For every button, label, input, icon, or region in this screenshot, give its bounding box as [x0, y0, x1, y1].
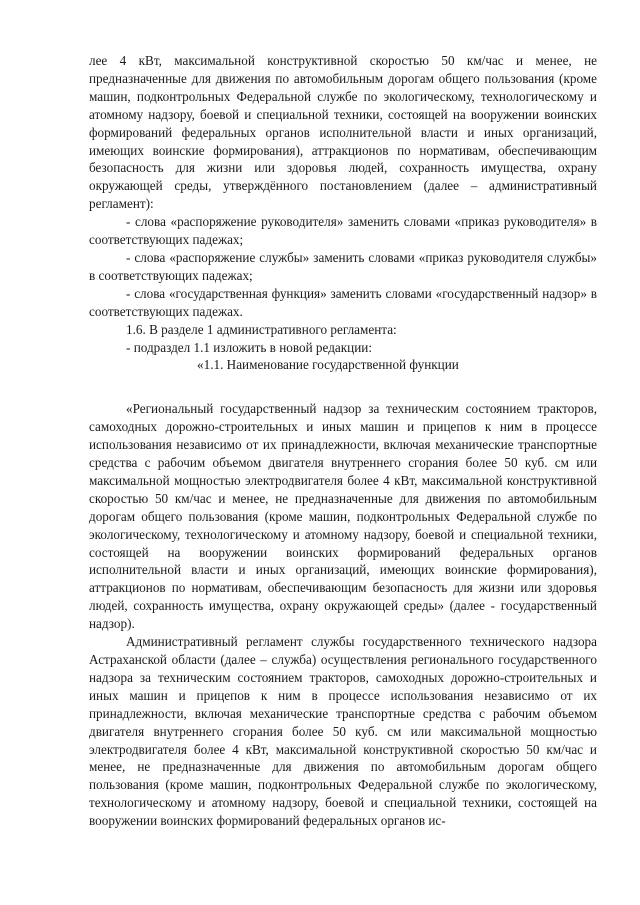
heading-1-1: «1.1. Наименование государственной функции: [197, 357, 459, 373]
paragraph-top: лее 4 кВт, максимальной конструктивной скоростью 50 км/час и менее, не предназначенные для движения по автомобильным дорогам общего пользования (кроме машин, подконтрольных Федеральной службе по экологическому, технологическому и атомному надзору, боевой и специальной техники, состоящей на вооружении воинских формирований федеральных органов исполнительной власти и иных организаций, имеющих воинские формирования), аттракционов по нормативам, обеспечивающим безопасность для жизни или здоровья людей, сохранность имущества, охрану окружающей среды, утверждённого постановлением (далее – административный регламент):: [89, 53, 597, 212]
subsection-line: - подраздел 1.1 изложить в новой редакции:: [126, 339, 373, 355]
section-1-6-line: 1.6. В разделе 1 административного регламента:: [126, 321, 397, 337]
paragraph-regional-supervision: «Региональный государственный надзор за техническим состоянием тракторов, самоходных дорожно-строительных и иных машин и прицепов к ним в процессе использования независимо от их принадлежности, включая механические транспортные средства с рабочим объемом двигателя внутреннего сгорания более 50 куб. см или максимальной мощностью электродвигателя более 4 кВт, максимальной конструктивной скоростью 50 км/час и менее, не предназначенные для движения по автомобильным дорогам общего пользования (кроме машин, подконтрольных Федеральной службе по экологическому, технологическому и атомному надзору, боевой и специальной техники, состоящей на вооружении воинских формирований федеральных органов исполнительной власти и иных организаций, имеющих воинские формирования), аттракционов по нормативам, обеспечивающим безопасность для жизни или здоровья людей, сохранность имущества, охрану окружающей среды» (далее - государственный надзор).: [89, 401, 597, 632]
paragraph-administrative-regulation: Административный регламент службы государственного технического надзора Астраханской области (далее – служба) осуществления регионального государственного надзора за техническим состоянием тракторов, самоходных дорожно-строительных и иных машин и прицепов к ним в процессе использования независимо от их принадлежности, включая механические транспортные средства с рабочим объемом двигателя внутреннего сгорания более 50 куб. см или максимальной мощностью электродвигателя более 4 кВт, максимальной конструктивной скоростью 50 км/час и менее, не предназначенные для движения по автомобильным дорогам общего пользования (кроме машин, подконтрольных Федеральной службе по экологическому, технологическому и атомному надзору, боевой и специальной техники, состоящей на вооружении воинских формирований федеральных органов ис-: [89, 634, 597, 829]
list-item-dash-2: - слова «распоряжение службы» заменить словами «приказ руководителя службы» в соответствующих падежах;: [89, 249, 597, 283]
document-page: [89, 52, 597, 830]
spacer: [89, 374, 597, 400]
list-item-dash-1: - слова «распоряжение руководителя» заменить словами «приказ руководителя» в соответствующих падежах;: [89, 214, 597, 248]
list-item-dash-3: - слова «государственная функция» заменить словами «государственный надзор» в соответствующих падежах.: [89, 285, 597, 319]
